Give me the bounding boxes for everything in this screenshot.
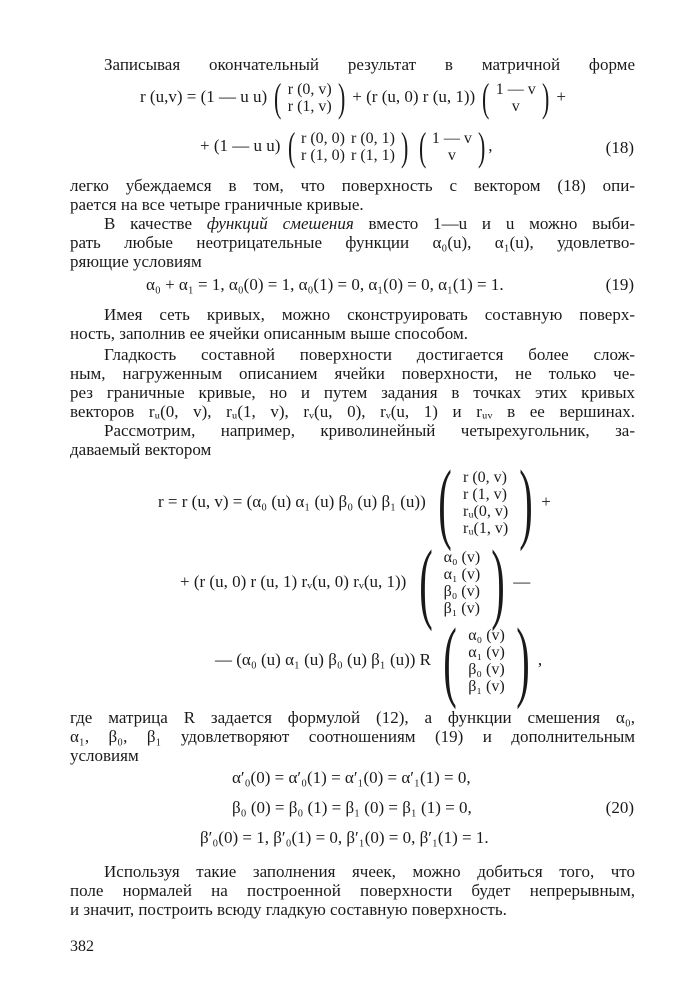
para2-line2: рать любые неотрицательные функции α₀(u), α₁(u), удовлетво- bbox=[70, 233, 635, 252]
eq18-m1-row: r (1, v) bbox=[287, 98, 332, 115]
para2-line3: ряющие условиям bbox=[70, 252, 202, 271]
equation-20-line-2: β₀ (0) = β₀ (1) = β₁ (0) = β₁ (1) = 0, bbox=[232, 798, 472, 817]
vector-equation-row-3: — (α₀ (u) α₁ (u) β₀ (u) β₁ (u)) R ( α₀ (v) α₁ (v) β₀ (v) β₁ (v) ) , bbox=[215, 611, 543, 710]
para3-line2: ность, заполнив ее ячейки описанным выше способом. bbox=[70, 324, 468, 343]
vector-entry: rᵤ(0, v) bbox=[462, 503, 509, 520]
vector-entry: rᵤ(1, v) bbox=[462, 520, 509, 537]
eq18-matrix-1 bbox=[285, 81, 335, 115]
vector-entry: β₀ (v) bbox=[468, 661, 505, 678]
vector-entry: α₁ (v) bbox=[468, 644, 505, 661]
vector-entry: β₁ (v) bbox=[468, 678, 505, 695]
eq18-m2-cell: r (1, 0) bbox=[301, 147, 345, 164]
para7-line2: поле нормалей на построенной поверхности будет непрерывным, bbox=[70, 881, 635, 900]
equation-20-line-1: α′₀(0) = α′₀(1) = α′₁(0) = α′₁(1) = 0, bbox=[232, 768, 471, 787]
eq18-m2-cell: r (1, 1) bbox=[350, 147, 395, 164]
eq18-v2-row: 1 — v bbox=[431, 130, 472, 147]
big-r3-left: — (α₀ (u) α₁ (u) β₀ (u) β₁ (u)) R bbox=[215, 649, 432, 669]
page-number: 382 bbox=[70, 938, 94, 955]
equation-number-19: (19) bbox=[605, 275, 634, 294]
para6-line1: где матрица R задается формулой (12), а функции смешения α₀, bbox=[70, 708, 635, 727]
eq18-v2-row: v bbox=[447, 147, 456, 164]
big-r2-end: — bbox=[513, 571, 531, 591]
big-r2-vector bbox=[441, 549, 484, 617]
para5-line2: даваемый вектором bbox=[70, 440, 212, 459]
vector-equation-row-1: r = r (u, v) = (α₀ (u) α₁ (u) β₀ (u) β₁ (u)) ( r (0, v) r (1, v) rᵤ(0, v) rᵤ(1, v) ) + bbox=[158, 453, 551, 552]
vector-equation-row-2: + (r (u, 0) r (u, 1) rᵥ(u, 0) rᵥ(u, 1)) ( α₀ (v) α₁ (v) β₀ (v) β₁ (v) ) — bbox=[180, 533, 531, 632]
para7-line1: Используя такие заполнения ячеек, можно добиться того, что bbox=[104, 862, 635, 881]
para4-line4: векторов rᵤ(0, v), rᵤ(1, v), rᵥ(u, 0), rᵥ(u, 1) и rᵤᵥ в ее вершинах. bbox=[70, 402, 635, 421]
equation-19: α₀ + α₁ = 1, α₀(0) = 1, α₀(1) = 0, α₁(0) = 0, α₁(1) = 1. bbox=[146, 275, 504, 294]
eq18-vector-2 bbox=[429, 130, 475, 164]
para1-line1: легко убеждаемся в том, что поверхность с вектором (18) опи- bbox=[70, 176, 635, 195]
para6-line3: условиям bbox=[70, 746, 139, 765]
equation-number-20: (20) bbox=[605, 798, 634, 817]
vector-entry: α₀ (v) bbox=[443, 549, 481, 566]
eq18-plus: + bbox=[556, 86, 566, 106]
para2-text: вместо 1—u и u можно выби- bbox=[353, 214, 635, 233]
big-r1-end: + bbox=[541, 491, 551, 511]
vector-entry: β₁ (v) bbox=[443, 600, 480, 617]
para3-line1: Имея сеть кривых, можно сконструировать составную поверх- bbox=[104, 305, 635, 324]
vector-entry: β₀ (v) bbox=[443, 583, 480, 600]
vector-entry: α₁ (v) bbox=[443, 566, 481, 583]
big-r3-vector bbox=[465, 627, 508, 695]
eq18-left-2: + (1 — u u) bbox=[200, 135, 281, 155]
big-r1-vector bbox=[460, 469, 511, 537]
para4-line2: ным, нагруженным описанием ячейки поверхности, не только че- bbox=[70, 364, 635, 383]
big-r2-left: + (r (u, 0) r (u, 1) rᵥ(u, 0) rᵥ(u, 1)) bbox=[180, 571, 407, 591]
para2-line1 bbox=[70, 214, 635, 234]
eq18-m2-cell: r (0, 0) bbox=[301, 130, 345, 147]
para1-line2: рается на все четыре граничные кривые. bbox=[70, 195, 364, 214]
para4-line1: Гладкость составной поверхности достигается более слож- bbox=[104, 345, 635, 364]
vector-entry: α₀ (v) bbox=[468, 627, 505, 644]
para5-line1: Рассмотрим, например, криволинейный четырехугольник, за- bbox=[104, 421, 635, 440]
equation-18-line-2: + (1 — u u) ( r (0, 0) r (0, 1) r (1, 0) r (1, 1) ) ( 1 — v v ) , bbox=[200, 124, 493, 169]
eq18-m1-row: r (0, v) bbox=[287, 81, 332, 98]
eq18-v1-row: 1 — v bbox=[495, 81, 536, 98]
eq18-mid: + (r (u, 0) r (u, 1)) bbox=[352, 86, 476, 106]
eq18-matrix-2 bbox=[298, 130, 398, 164]
eq18-vector-1 bbox=[493, 81, 539, 115]
vector-entry: r (0, v) bbox=[462, 469, 507, 486]
eq18-m2-cell: r (0, 1) bbox=[350, 130, 395, 147]
equation-18-line-1: r (u,v) = (1 — u u) ( r (0, v) r (1, v) ) + (r (u, 0) r (u, 1)) ( 1 — v v ) + bbox=[140, 75, 566, 120]
para7-line3: и значит, построить всюду гладкую составную поверхность. bbox=[70, 900, 507, 919]
equation-20-line-3: β′₀(0) = 1, β′₀(1) = 0, β′₁(0) = 0, β′₁(1) = 1. bbox=[200, 828, 489, 847]
para4-line3: рез граничные кривые, но и путем задания в точках этих кривых bbox=[70, 383, 635, 402]
para6-line2: α₁, β₀, β₁ удовлетворяют соотношениям (19) и дополнительным bbox=[70, 727, 635, 746]
vector-entry: r (1, v) bbox=[462, 486, 507, 503]
equation-number-18: (18) bbox=[605, 138, 634, 157]
intro-line: Записывая окончательный результат в матричной форме bbox=[104, 55, 635, 74]
big-r3-end: , bbox=[537, 649, 543, 669]
eq18-left: r (u,v) = (1 — u u) bbox=[140, 86, 268, 106]
big-r1-left: r = r (u, v) = (α₀ (u) α₁ (u) β₀ (u) β₁ (u)) bbox=[158, 491, 426, 511]
eq18-v1-row: v bbox=[511, 98, 520, 115]
eq18-comma: , bbox=[488, 135, 493, 155]
para2-text: В качестве bbox=[104, 214, 207, 233]
term-blending-functions: функций смешения bbox=[206, 214, 354, 233]
